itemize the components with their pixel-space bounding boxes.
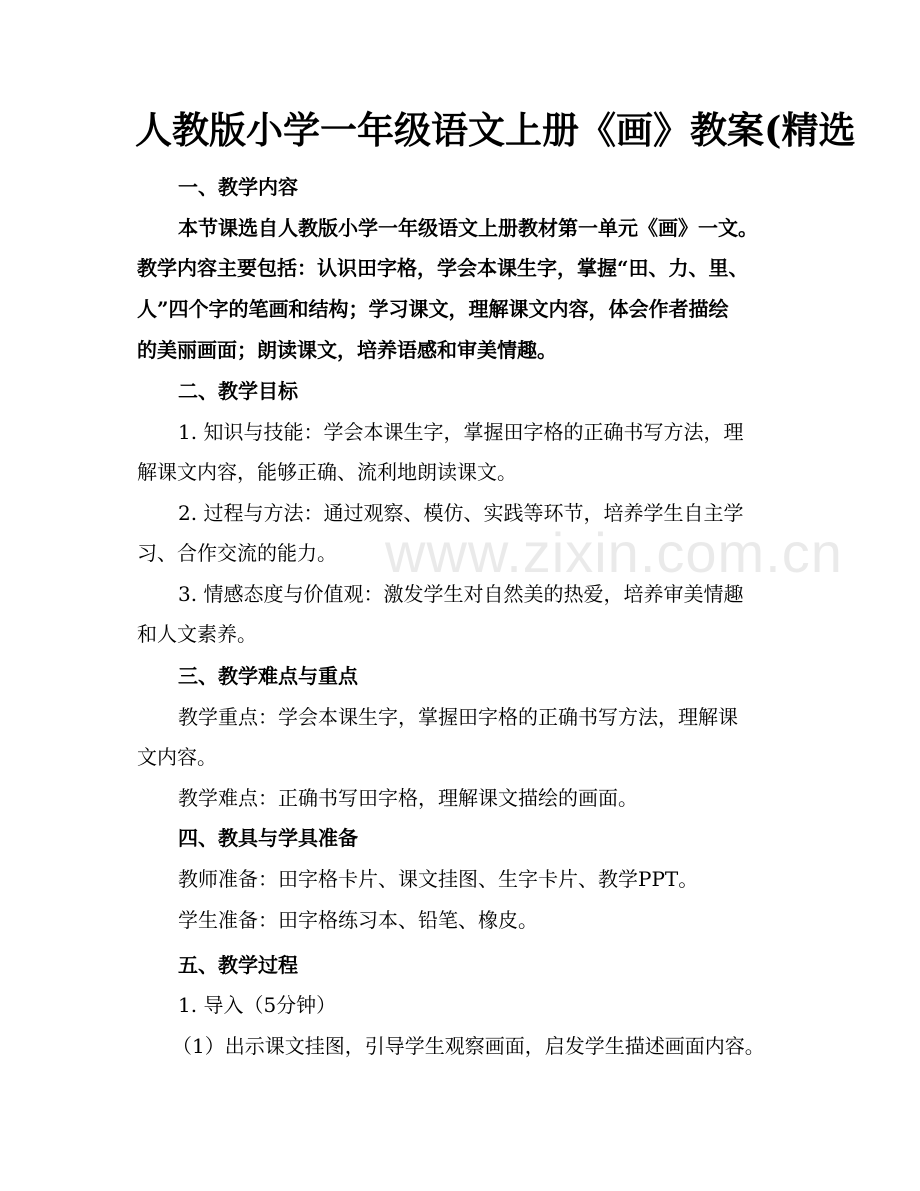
paragraph-line: 文内容。 [137, 745, 217, 769]
paragraph-line: 教学内容主要包括：认识田字格，学会本课生字，掌握“田、力、里、 [137, 256, 749, 280]
document-title: 人教版小学一年级语文上册《画》教案(精选 [135, 108, 856, 152]
paragraph-line: 1. 导入（5分钟） [178, 993, 337, 1017]
section-heading: 五、教学过程 [178, 953, 298, 977]
section-heading: 一、教学内容 [178, 175, 298, 199]
paragraph-line: 习、合作交流的能力。 [137, 541, 337, 565]
paragraph-line: 解课文内容，能够正确、流利地朗读课文。 [137, 460, 517, 484]
section-heading: 二、教学目标 [178, 379, 298, 403]
paragraph-line: 和人文素养。 [137, 622, 257, 646]
paragraph-line: （1）出示课文挂图，引导学生观察画面，启发学生描述画面内容。 [172, 1034, 765, 1058]
paragraph-line: 本节课选自人教版小学一年级语文上册教材第一单元《画》一文。 [178, 216, 758, 240]
paragraph-line: 教学难点：正确书写田字格，理解课文描绘的画面。 [178, 786, 638, 810]
paragraph-line: 教学重点：学会本课生字，掌握田字格的正确书写方法，理解课 [178, 705, 738, 729]
paragraph-line: 人”四个字的笔画和结构；学习课文，理解课文内容，体会作者描绘 [137, 297, 729, 321]
paragraph-line: 的美丽画面；朗读课文，培养语感和审美情趣。 [137, 338, 557, 362]
section-heading: 三、教学难点与重点 [178, 664, 358, 688]
paragraph-line: 3. 情感态度与价值观：激发学生对自然美的热爱，培养审美情趣 [178, 582, 744, 606]
paragraph-line: 2. 过程与方法：通过观察、模仿、实践等环节，培养学生自主学 [178, 501, 744, 525]
paragraph-line: 学生准备：田字格练习本、铅笔、橡皮。 [178, 908, 538, 932]
watermark: www.zixin.com.cn [385, 521, 843, 584]
section-heading: 四、教具与学具准备 [178, 826, 358, 850]
paragraph-line: 1. 知识与技能：学会本课生字，掌握田字格的正确书写方法，理 [178, 420, 744, 444]
paragraph-line: 教师准备：田字格卡片、课文挂图、生字卡片、教学PPT。 [178, 867, 699, 891]
